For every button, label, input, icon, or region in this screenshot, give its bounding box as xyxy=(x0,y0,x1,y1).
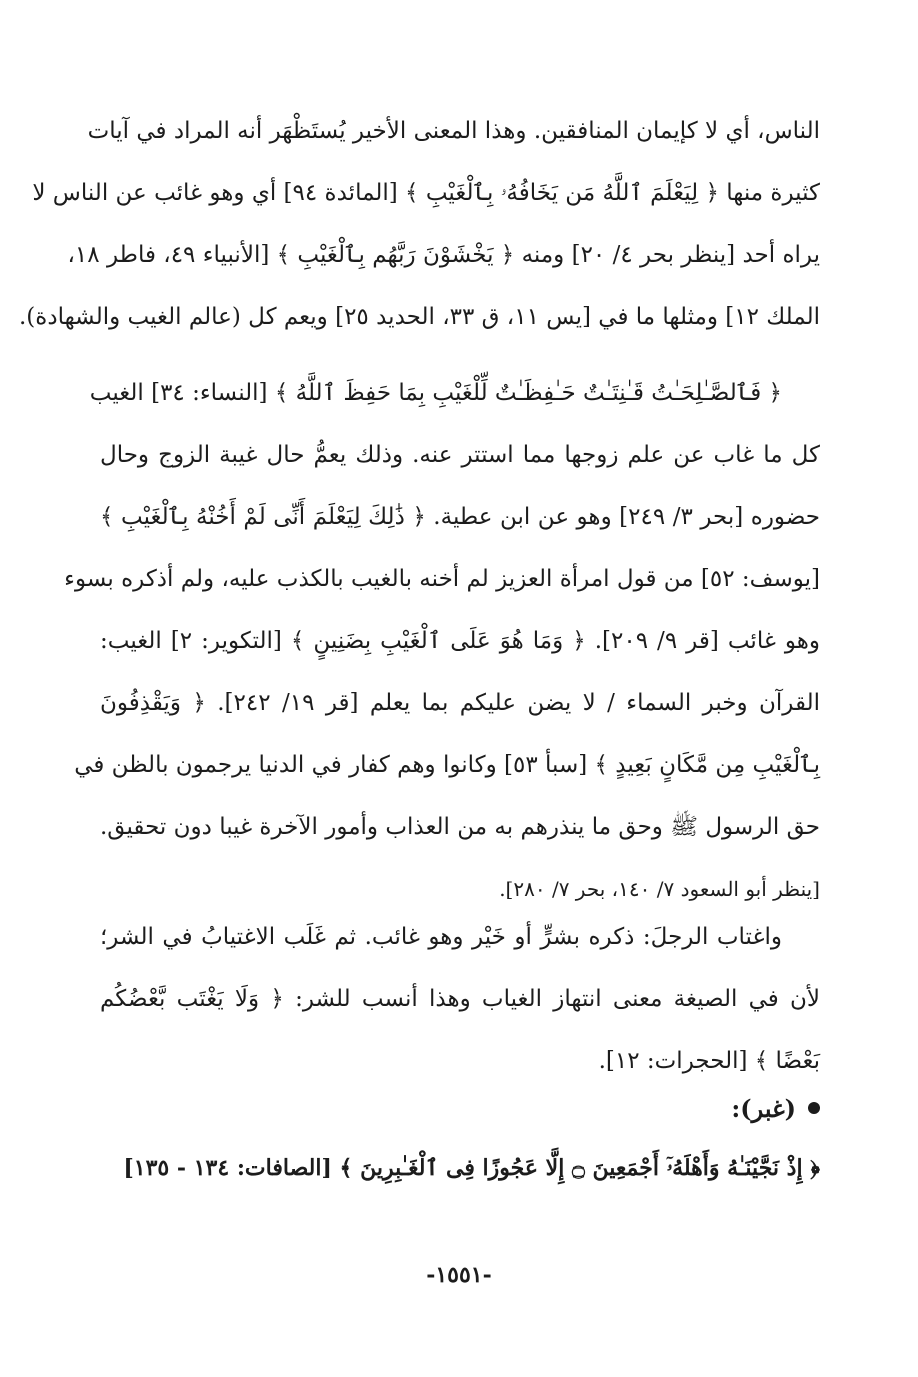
text-line: وهو غائب [قر ٩/ ٢٠٩]. ﴿ وَمَا هُوَ عَلَى ٱلْغَيْبِ بِضَنِينٍ ﴾ [التكوير: ٢] الغيب: xyxy=(100,628,820,654)
text-line: ﴿ فَٱلصَّـٰلِحَـٰتُ قَـٰنِتَـٰتٌ حَـٰفِظَـٰتٌ لِّلْغَيْبِ بِمَا حَفِظَ ٱللَّهُ ﴾ [النساء: ٣٤] الغيب xyxy=(89,380,782,406)
paragraph-3 xyxy=(100,906,820,1092)
text-line: بِٱلْغَيْبِ مِن مَّكَانٍ بَعِيدٍ ﴾ [سبأ ٥٣] وكانوا وهم كفار في الدنيا يرجمون بالظن في xyxy=(74,752,820,778)
text-line: واغتاب الرجلَ: ذكره بشرٍّ أو خَيْر وهو غائب. ثم غَلَب الاغتيابُ في الشر؛ xyxy=(100,924,782,950)
paragraph-1 xyxy=(19,100,820,348)
text-line: بَعْضًا ﴾ [الحجرات: ١٢]. xyxy=(598,1048,820,1074)
page-number: -١٥٥١- xyxy=(426,1262,492,1288)
text-line: [ينظر أبو السعود ٧/ ١٤٠، بحر ٧/ ٢٨٠]. xyxy=(499,877,820,901)
text-line: الملك ١٢] ومثلها ما في [يس ١١، ق ٣٣، الحديد ٢٥] ويعم كل (عالم الغيب والشهادة). xyxy=(19,304,820,330)
entry-heading-label: (غبر): xyxy=(731,1093,796,1123)
text-line: يراه أحد [ينظر بحر ٤/ ٢٠] ومنه ﴿ يَخْشَوْنَ رَبَّهُم بِٱلْغَيْبِ ﴾ [الأنبياء ٤٩، فاطر ١٨، xyxy=(67,242,820,268)
entry-verse: ﴿ إِذْ نَجَّيْنَـٰهُ وَأَهْلَهُۥٓ أَجْمَعِينَ ۝ إِلَّا عَجُوزًا فِى ٱلْغَـٰبِرِينَ ﴾ [الصافات: ١٣٤ - ١٣٥] xyxy=(123,1155,820,1181)
paragraph-2 xyxy=(64,362,821,920)
text-line: حضوره [بحر ٣/ ٢٤٩] وهو عن ابن عطية. ﴿ ذَٰلِكَ لِيَعْلَمَ أَنِّى لَمْ أَخُنْهُ بِٱلْغَيْبِ ﴾ xyxy=(100,504,820,530)
entry-heading xyxy=(731,1088,820,1128)
text-line: القرآن وخبر السماء / لا يضن عليكم بما يعلم [قر ١٩/ ٢٤٢]. ﴿ وَيَقْذِفُونَ xyxy=(100,690,821,716)
text-line: لأن في الصيغة معنى انتهاز الغياب وهذا أنسب للشر: ﴿ وَلَا يَغْتَب بَّعْضُكُم xyxy=(100,986,820,1012)
text-line: حق الرسول ﷺ وحق ما ينذرهم به من العذاب وأمور الآخرة غيبا دون تحقيق. xyxy=(100,814,820,840)
text-line: كل ما غاب عن علم زوجها مما استتر عنه. وذلك يعمُّ حال غيبة الزوج وحال xyxy=(100,442,820,468)
bullet-icon xyxy=(808,1102,820,1114)
text-line: كثيرة منها ﴿ لِيَعْلَمَ ٱللَّهُ مَن يَخَافُهُۥ بِٱلْغَيْبِ ﴾ [المائدة ٩٤] أي وهو غائب عن الناس لا xyxy=(32,180,820,206)
text-line: الناس، أي لا كإيمان المنافقين. وهذا المعنى الأخير يُستَظْهَر أنه المراد في آيات xyxy=(87,118,820,144)
text-line: [يوسف: ٥٢] من قول امرأة العزيز لم أخنه بالغيب بالكذب عليه، ولم أذكره بسوء xyxy=(64,566,820,592)
